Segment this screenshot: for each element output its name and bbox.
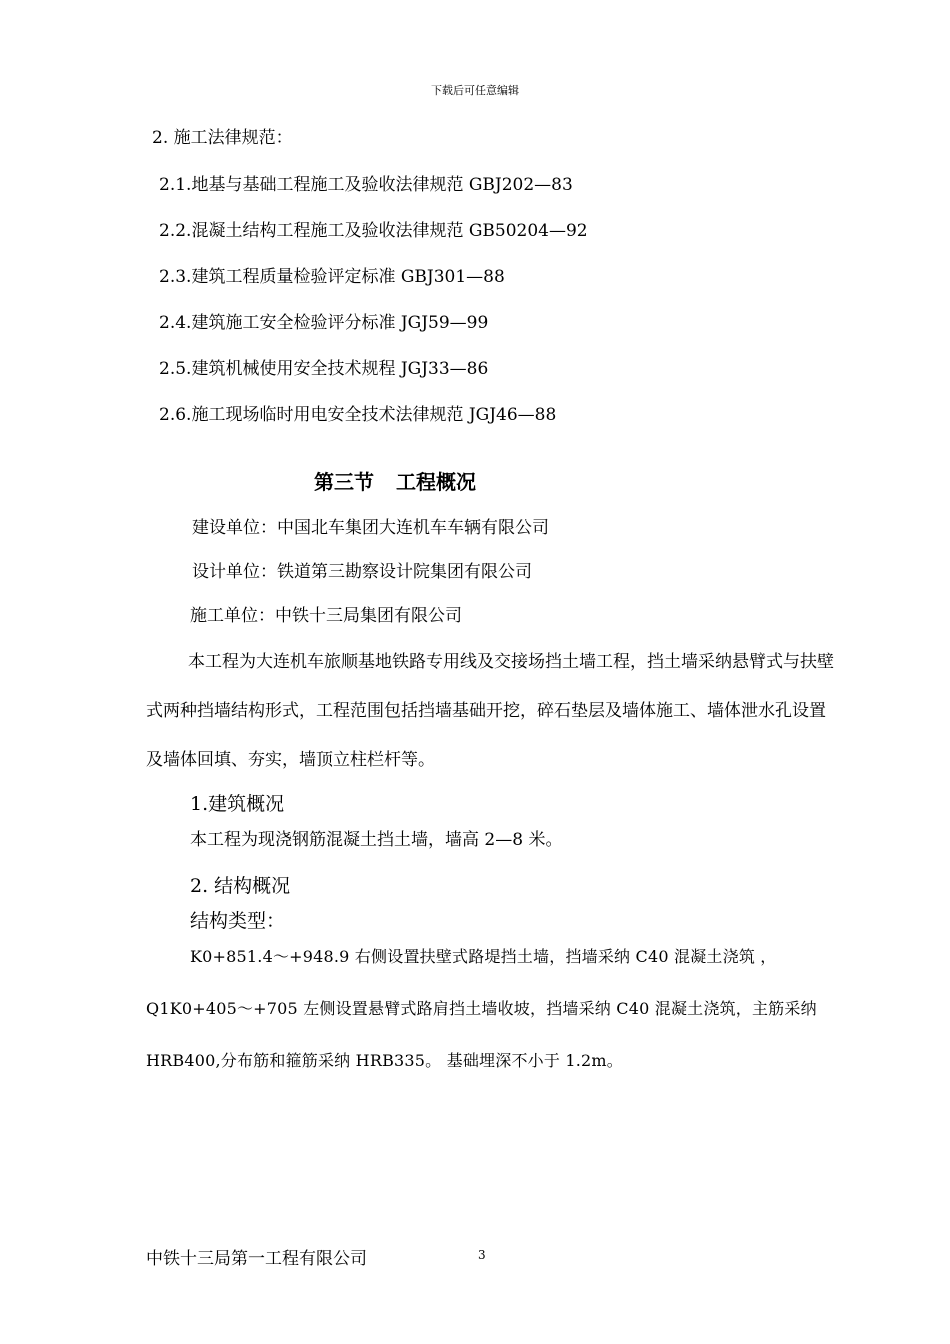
structure-heading: 2. 结构概况 <box>190 875 291 897</box>
law-item-2: 2.2.混凝土结构工程施工及验收法律规范 GB50204—92 <box>159 221 588 241</box>
law-item-4: 2.4.建筑施工安全检验评分标准 JGJ59—99 <box>159 313 489 333</box>
law-item-5: 2.5.建筑机械使用安全技术规程 JGJ33—86 <box>159 359 489 379</box>
structure-type-label: 结构类型： <box>190 910 286 932</box>
building-heading: 1.建筑概况 <box>190 793 285 815</box>
contractor: 施工单位：中铁十三局集团有限公司 <box>190 606 462 626</box>
structure-paragraph: K0+851.4～+948.9 右侧设置扶壁式路堤挡土墙，挡墙采纳 C40 混凝土浇筑 ，Q1K0+405～+705 左侧设置悬臂式路肩挡土墙收坡，挡墙采纳 C40 混凝土浇筑，主筋采纳 HRB400,分布筋和箍筋采纳 HRB335。 基础埋深不小于 1.2m。 <box>146 947 817 1070</box>
overview-paragraph: 本工程为大连机车旅顺基地铁路专用线及交接场挡土墙工程，挡土墙采纳悬臂式与扶壁式两种挡墙结构形式，工程范围包括挡墙基础开挖，碎石垫层及墙体施工、墙体泄水孔设置及墙体回填、夯实，墙顶立柱栏杆等。 <box>146 652 834 770</box>
footer-company: 中铁十三局第一工程有限公司 <box>146 1249 367 1269</box>
construction-owner: 建设单位：中国北车集团大连机车车辆有限公司 <box>192 518 549 538</box>
header-note: 下载后可任意编辑 <box>431 84 519 97</box>
law-item-1: 2.1.地基与基础工程施工及验收法律规范 GBJ202—83 <box>159 175 573 195</box>
law-item-6: 2.6.施工现场临时用电安全技术法律规范 JGJ46—88 <box>159 405 557 425</box>
law-item-3: 2.3.建筑工程质量检验评定标准 GBJ301—88 <box>159 267 505 287</box>
section-number: 第三节 <box>314 470 374 494</box>
section-title: 工程概况 <box>396 470 476 494</box>
designer: 设计单位：铁道第三勘察设计院集团有限公司 <box>192 562 532 582</box>
page-number: 3 <box>478 1248 486 1262</box>
law-section-title: 2. 施工法律规范： <box>152 128 293 148</box>
building-text: 本工程为现浇钢筋混凝土挡土墙，墙高 2—8 米。 <box>190 830 563 850</box>
section-heading <box>0 470 790 494</box>
